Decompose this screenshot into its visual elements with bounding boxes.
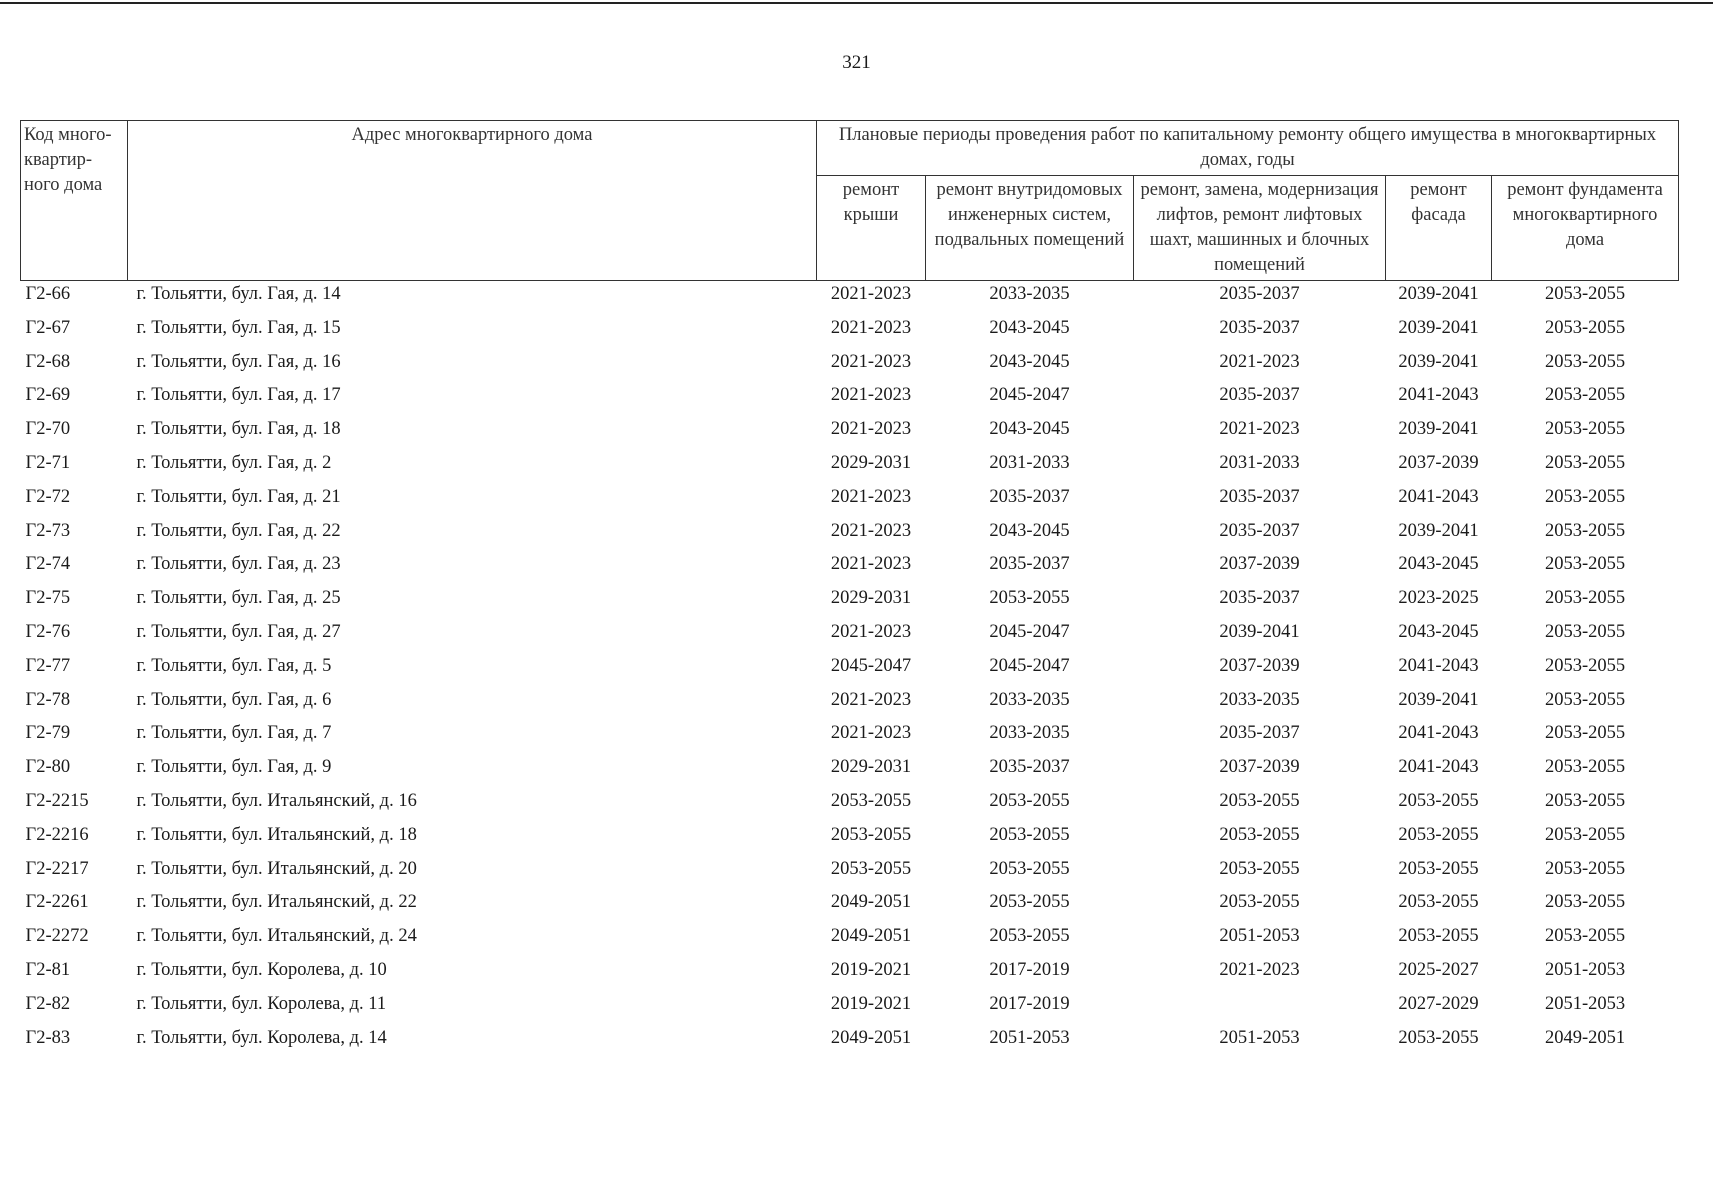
building-code-cell: Г2-67 bbox=[25, 317, 71, 338]
building-code-cell: Г2-66 bbox=[25, 284, 71, 304]
facade-period-cell: 2039-2041 bbox=[1398, 284, 1479, 304]
table-row bbox=[21, 991, 1679, 1025]
header-foundation-repair: ремонт фундамента многоквартирного дома bbox=[1492, 176, 1679, 281]
address-cell: г. Тольятти, бул. Гая, д. 16 bbox=[136, 351, 341, 372]
table-row bbox=[21, 416, 1679, 450]
building-code-cell: Г2-80 bbox=[25, 757, 71, 778]
table-row bbox=[21, 957, 1679, 991]
table-row bbox=[21, 281, 1679, 315]
address-cell: г. Тольятти, бул. Гая, д. 17 bbox=[136, 385, 341, 406]
engineering-period-cell: 2045-2047 bbox=[989, 655, 1070, 676]
engineering-period-cell: 2033-2035 bbox=[989, 689, 1070, 710]
facade-period-cell: 2041-2043 bbox=[1398, 385, 1479, 406]
table-row bbox=[21, 653, 1679, 687]
roof-period-cell: 2045-2047 bbox=[830, 655, 912, 676]
building-code-cell: Г2-2217 bbox=[25, 858, 89, 879]
table-row bbox=[21, 585, 1679, 619]
table-row bbox=[21, 551, 1679, 585]
engineering-period-cell: 2043-2045 bbox=[989, 317, 1070, 338]
table-row bbox=[21, 315, 1679, 349]
facade-period-cell: 2053-2055 bbox=[1398, 790, 1479, 811]
facade-period-cell: 2039-2041 bbox=[1398, 419, 1479, 440]
roof-period-cell: 2029-2031 bbox=[830, 757, 912, 778]
address-cell: г. Тольятти, бул. Гая, д. 15 bbox=[136, 317, 341, 338]
foundation-period-cell: 2053-2055 bbox=[1544, 655, 1626, 676]
facade-period-cell: 2053-2055 bbox=[1398, 1027, 1479, 1048]
table-row bbox=[21, 484, 1679, 518]
foundation-period-cell: 2053-2055 bbox=[1544, 588, 1626, 609]
table-row bbox=[21, 450, 1679, 484]
foundation-period-cell: 2053-2055 bbox=[1544, 892, 1626, 913]
elevator-period-cell: 2021-2023 bbox=[1219, 419, 1300, 440]
address-cell: г. Тольятти, бул. Итальянский, д. 24 bbox=[136, 926, 417, 947]
top-border-rule bbox=[0, 2, 1713, 4]
facade-period-cell: 2039-2041 bbox=[1398, 520, 1479, 541]
engineering-period-cell: 2043-2045 bbox=[989, 520, 1070, 541]
engineering-period-cell: 2035-2037 bbox=[989, 757, 1070, 778]
building-code-cell: Г2-72 bbox=[25, 486, 71, 507]
building-code-cell: Г2-74 bbox=[25, 554, 71, 575]
table-row bbox=[21, 687, 1679, 721]
engineering-period-cell: 2035-2037 bbox=[989, 486, 1070, 507]
building-code-cell: Г2-83 bbox=[25, 1027, 71, 1048]
engineering-period-cell: 2017-2019 bbox=[989, 993, 1070, 1014]
address-cell: г. Тольятти, бул. Итальянский, д. 18 bbox=[136, 824, 417, 845]
address-cell: г. Тольятти, бул. Гая, д. 6 bbox=[136, 689, 332, 710]
elevator-period-cell: 2035-2037 bbox=[1219, 317, 1300, 338]
page-number: 321 bbox=[842, 52, 871, 73]
roof-period-cell: 2021-2023 bbox=[830, 317, 912, 338]
elevator-period-cell: 2053-2055 bbox=[1219, 892, 1300, 913]
table-row bbox=[21, 889, 1679, 923]
engineering-period-cell: 2051-2053 bbox=[989, 1027, 1070, 1048]
roof-period-cell: 2019-2021 bbox=[830, 993, 912, 1014]
foundation-period-cell: 2053-2055 bbox=[1544, 824, 1626, 845]
roof-period-cell: 2021-2023 bbox=[830, 554, 912, 575]
building-code-cell: Г2-71 bbox=[25, 452, 71, 473]
roof-period-cell: 2053-2055 bbox=[830, 790, 912, 811]
header-planned-periods: Плановые периоды проведения работ по капитальному ремонту общего имущества в многоквартирных домах, годы bbox=[817, 121, 1679, 176]
elevator-period-cell: 2021-2023 bbox=[1219, 351, 1300, 372]
building-code-cell: Г2-78 bbox=[25, 689, 71, 710]
table-row bbox=[21, 754, 1679, 788]
facade-period-cell: 2041-2043 bbox=[1398, 655, 1479, 676]
table-row bbox=[21, 923, 1679, 957]
elevator-period-cell: 2035-2037 bbox=[1219, 385, 1300, 406]
header-address: Адрес многоквартирного дома bbox=[128, 121, 817, 281]
address-cell: г. Тольятти, бул. Гая, д. 2 bbox=[136, 452, 332, 473]
table-body bbox=[21, 281, 1679, 1059]
foundation-period-cell: 2053-2055 bbox=[1544, 926, 1626, 947]
foundation-period-cell: 2053-2055 bbox=[1544, 317, 1626, 338]
roof-period-cell: 2049-2051 bbox=[830, 1027, 912, 1048]
building-code-cell: Г2-73 bbox=[25, 520, 71, 541]
facade-period-cell: 2053-2055 bbox=[1398, 892, 1479, 913]
engineering-period-cell: 2031-2033 bbox=[989, 452, 1070, 473]
roof-period-cell: 2021-2023 bbox=[830, 419, 912, 440]
address-cell: г. Тольятти, бул. Гая, д. 22 bbox=[136, 520, 341, 541]
foundation-period-cell: 2053-2055 bbox=[1544, 351, 1626, 372]
header-elevator-repair: ремонт, замена, модернизация лифтов, ремонт лифтовых шахт, машинных и блочных помещений bbox=[1134, 176, 1386, 281]
address-cell: г. Тольятти, бул. Королева, д. 10 bbox=[136, 959, 387, 980]
elevator-period-cell: 2021-2023 bbox=[1219, 959, 1300, 980]
elevator-period-cell: 2037-2039 bbox=[1219, 554, 1300, 575]
facade-period-cell: 2039-2041 bbox=[1398, 689, 1479, 710]
roof-period-cell: 2021-2023 bbox=[830, 284, 912, 304]
table-row bbox=[21, 349, 1679, 383]
engineering-period-cell: 2043-2045 bbox=[989, 419, 1070, 440]
address-cell: г. Тольятти, бул. Итальянский, д. 20 bbox=[136, 858, 417, 879]
building-code-cell: Г2-2272 bbox=[25, 926, 89, 947]
header-facade-repair: ремонт фасада bbox=[1386, 176, 1492, 281]
building-code-cell: Г2-77 bbox=[25, 655, 71, 676]
building-code-cell: Г2-68 bbox=[25, 351, 71, 372]
foundation-period-cell: 2051-2053 bbox=[1544, 959, 1626, 980]
header-building-code: Код много-квартир-ного дома bbox=[21, 121, 128, 281]
elevator-period-cell: 2051-2053 bbox=[1219, 926, 1300, 947]
engineering-period-cell: 2053-2055 bbox=[989, 858, 1070, 879]
elevator-period-cell: 2053-2055 bbox=[1219, 790, 1300, 811]
elevator-period-cell: 2035-2037 bbox=[1219, 284, 1300, 304]
roof-period-cell: 2053-2055 bbox=[830, 858, 912, 879]
engineering-period-cell: 2053-2055 bbox=[989, 790, 1070, 811]
address-cell: г. Тольятти, бул. Гая, д. 5 bbox=[136, 655, 332, 676]
foundation-period-cell: 2049-2051 bbox=[1544, 1027, 1626, 1048]
foundation-period-cell: 2053-2055 bbox=[1544, 757, 1626, 778]
table-row bbox=[21, 720, 1679, 754]
address-cell: г. Тольятти, бул. Гая, д. 14 bbox=[136, 284, 341, 304]
roof-period-cell: 2053-2055 bbox=[830, 824, 912, 845]
foundation-period-cell: 2053-2055 bbox=[1544, 419, 1626, 440]
facade-period-cell: 2039-2041 bbox=[1398, 351, 1479, 372]
facade-period-cell: 2025-2027 bbox=[1398, 959, 1479, 980]
roof-period-cell: 2021-2023 bbox=[830, 351, 912, 372]
address-cell: г. Тольятти, бул. Гая, д. 21 bbox=[136, 486, 341, 507]
header-engineering-systems-repair: ремонт внутридомовых инженерных систем, подвальных помещений bbox=[926, 176, 1134, 281]
elevator-period-cell: 2051-2053 bbox=[1219, 1027, 1300, 1048]
engineering-period-cell: 2035-2037 bbox=[989, 554, 1070, 575]
elevator-period-cell: 2035-2037 bbox=[1219, 588, 1300, 609]
foundation-period-cell: 2053-2055 bbox=[1544, 486, 1626, 507]
roof-period-cell: 2021-2023 bbox=[830, 723, 912, 744]
foundation-period-cell: 2053-2055 bbox=[1544, 790, 1626, 811]
elevator-period-cell bbox=[1134, 991, 1386, 1025]
address-cell: г. Тольятти, бул. Гая, д. 7 bbox=[136, 723, 332, 744]
elevator-period-cell: 2035-2037 bbox=[1219, 520, 1300, 541]
elevator-period-cell: 2053-2055 bbox=[1219, 824, 1300, 845]
engineering-period-cell: 2053-2055 bbox=[989, 824, 1070, 845]
elevator-period-cell: 2031-2033 bbox=[1219, 452, 1300, 473]
repair-schedule-table bbox=[20, 120, 1679, 1058]
facade-period-cell: 2027-2029 bbox=[1398, 993, 1479, 1014]
foundation-period-cell: 2053-2055 bbox=[1544, 689, 1626, 710]
roof-period-cell: 2021-2023 bbox=[830, 385, 912, 406]
facade-period-cell: 2037-2039 bbox=[1398, 452, 1479, 473]
elevator-period-cell: 2035-2037 bbox=[1219, 486, 1300, 507]
address-cell: г. Тольятти, бул. Гая, д. 18 bbox=[136, 419, 341, 440]
building-code-cell: Г2-2215 bbox=[25, 790, 89, 811]
table-row bbox=[21, 822, 1679, 856]
address-cell: г. Тольятти, бул. Итальянский, д. 16 bbox=[136, 790, 417, 811]
engineering-period-cell: 2017-2019 bbox=[989, 959, 1070, 980]
building-code-cell: Г2-70 bbox=[25, 419, 71, 440]
header-roof-repair: ремонт крыши bbox=[817, 176, 926, 281]
elevator-period-cell: 2035-2037 bbox=[1219, 723, 1300, 744]
foundation-period-cell: 2053-2055 bbox=[1544, 385, 1626, 406]
roof-period-cell: 2049-2051 bbox=[830, 926, 912, 947]
table-row bbox=[21, 856, 1679, 890]
building-code-cell: Г2-82 bbox=[25, 993, 71, 1014]
address-cell: г. Тольятти, бул. Гая, д. 25 bbox=[136, 588, 341, 609]
address-cell: г. Тольятти, бул. Гая, д. 27 bbox=[136, 621, 341, 642]
foundation-period-cell: 2053-2055 bbox=[1544, 284, 1626, 304]
facade-period-cell: 2041-2043 bbox=[1398, 757, 1479, 778]
table-header bbox=[21, 121, 1679, 281]
engineering-period-cell: 2053-2055 bbox=[989, 926, 1070, 947]
foundation-period-cell: 2053-2055 bbox=[1544, 723, 1626, 744]
facade-period-cell: 2023-2025 bbox=[1398, 588, 1479, 609]
address-cell: г. Тольятти, бул. Гая, д. 9 bbox=[136, 757, 332, 778]
table-row bbox=[21, 788, 1679, 822]
roof-period-cell: 2049-2051 bbox=[830, 892, 912, 913]
roof-period-cell: 2021-2023 bbox=[830, 621, 912, 642]
building-code-cell: Г2-75 bbox=[25, 588, 71, 609]
foundation-period-cell: 2053-2055 bbox=[1544, 520, 1626, 541]
engineering-period-cell: 2053-2055 bbox=[989, 892, 1070, 913]
foundation-period-cell: 2053-2055 bbox=[1544, 452, 1626, 473]
table-row bbox=[21, 518, 1679, 552]
facade-period-cell: 2043-2045 bbox=[1398, 554, 1479, 575]
roof-period-cell: 2021-2023 bbox=[830, 689, 912, 710]
table-row bbox=[21, 382, 1679, 416]
roof-period-cell: 2029-2031 bbox=[830, 588, 912, 609]
building-code-cell: Г2-79 bbox=[25, 723, 71, 744]
facade-period-cell: 2041-2043 bbox=[1398, 723, 1479, 744]
building-code-cell: Г2-76 bbox=[25, 621, 71, 642]
table-row bbox=[21, 1025, 1679, 1059]
engineering-period-cell: 2033-2035 bbox=[989, 284, 1070, 304]
elevator-period-cell: 2039-2041 bbox=[1219, 621, 1300, 642]
address-cell: г. Тольятти, бул. Королева, д. 14 bbox=[136, 1027, 387, 1048]
building-code-cell: Г2-81 bbox=[25, 959, 71, 980]
roof-period-cell: 2021-2023 bbox=[830, 486, 912, 507]
elevator-period-cell: 2033-2035 bbox=[1219, 689, 1300, 710]
facade-period-cell: 2053-2055 bbox=[1398, 926, 1479, 947]
roof-period-cell: 2029-2031 bbox=[830, 452, 912, 473]
address-cell: г. Тольятти, бул. Гая, д. 23 bbox=[136, 554, 341, 575]
roof-period-cell: 2021-2023 bbox=[830, 520, 912, 541]
foundation-period-cell: 2051-2053 bbox=[1544, 993, 1626, 1014]
table-row bbox=[21, 619, 1679, 653]
elevator-period-cell: 2053-2055 bbox=[1219, 858, 1300, 879]
facade-period-cell: 2053-2055 bbox=[1398, 824, 1479, 845]
foundation-period-cell: 2053-2055 bbox=[1544, 858, 1626, 879]
engineering-period-cell: 2045-2047 bbox=[989, 385, 1070, 406]
roof-period-cell: 2019-2021 bbox=[830, 959, 912, 980]
address-cell: г. Тольятти, бул. Королева, д. 11 bbox=[136, 993, 387, 1014]
elevator-period-cell: 2037-2039 bbox=[1219, 757, 1300, 778]
engineering-period-cell: 2045-2047 bbox=[989, 621, 1070, 642]
building-code-cell: Г2-2216 bbox=[25, 824, 89, 845]
building-code-cell: Г2-2261 bbox=[25, 892, 89, 913]
engineering-period-cell: 2043-2045 bbox=[989, 351, 1070, 372]
engineering-period-cell: 2053-2055 bbox=[989, 588, 1070, 609]
building-code-cell: Г2-69 bbox=[25, 385, 71, 406]
engineering-period-cell: 2033-2035 bbox=[989, 723, 1070, 744]
address-cell: г. Тольятти, бул. Итальянский, д. 22 bbox=[136, 892, 417, 913]
facade-period-cell: 2041-2043 bbox=[1398, 486, 1479, 507]
foundation-period-cell: 2053-2055 bbox=[1544, 621, 1626, 642]
foundation-period-cell: 2053-2055 bbox=[1544, 554, 1626, 575]
facade-period-cell: 2039-2041 bbox=[1398, 317, 1479, 338]
facade-period-cell: 2043-2045 bbox=[1398, 621, 1479, 642]
facade-period-cell: 2053-2055 bbox=[1398, 858, 1479, 879]
elevator-period-cell: 2037-2039 bbox=[1219, 655, 1300, 676]
